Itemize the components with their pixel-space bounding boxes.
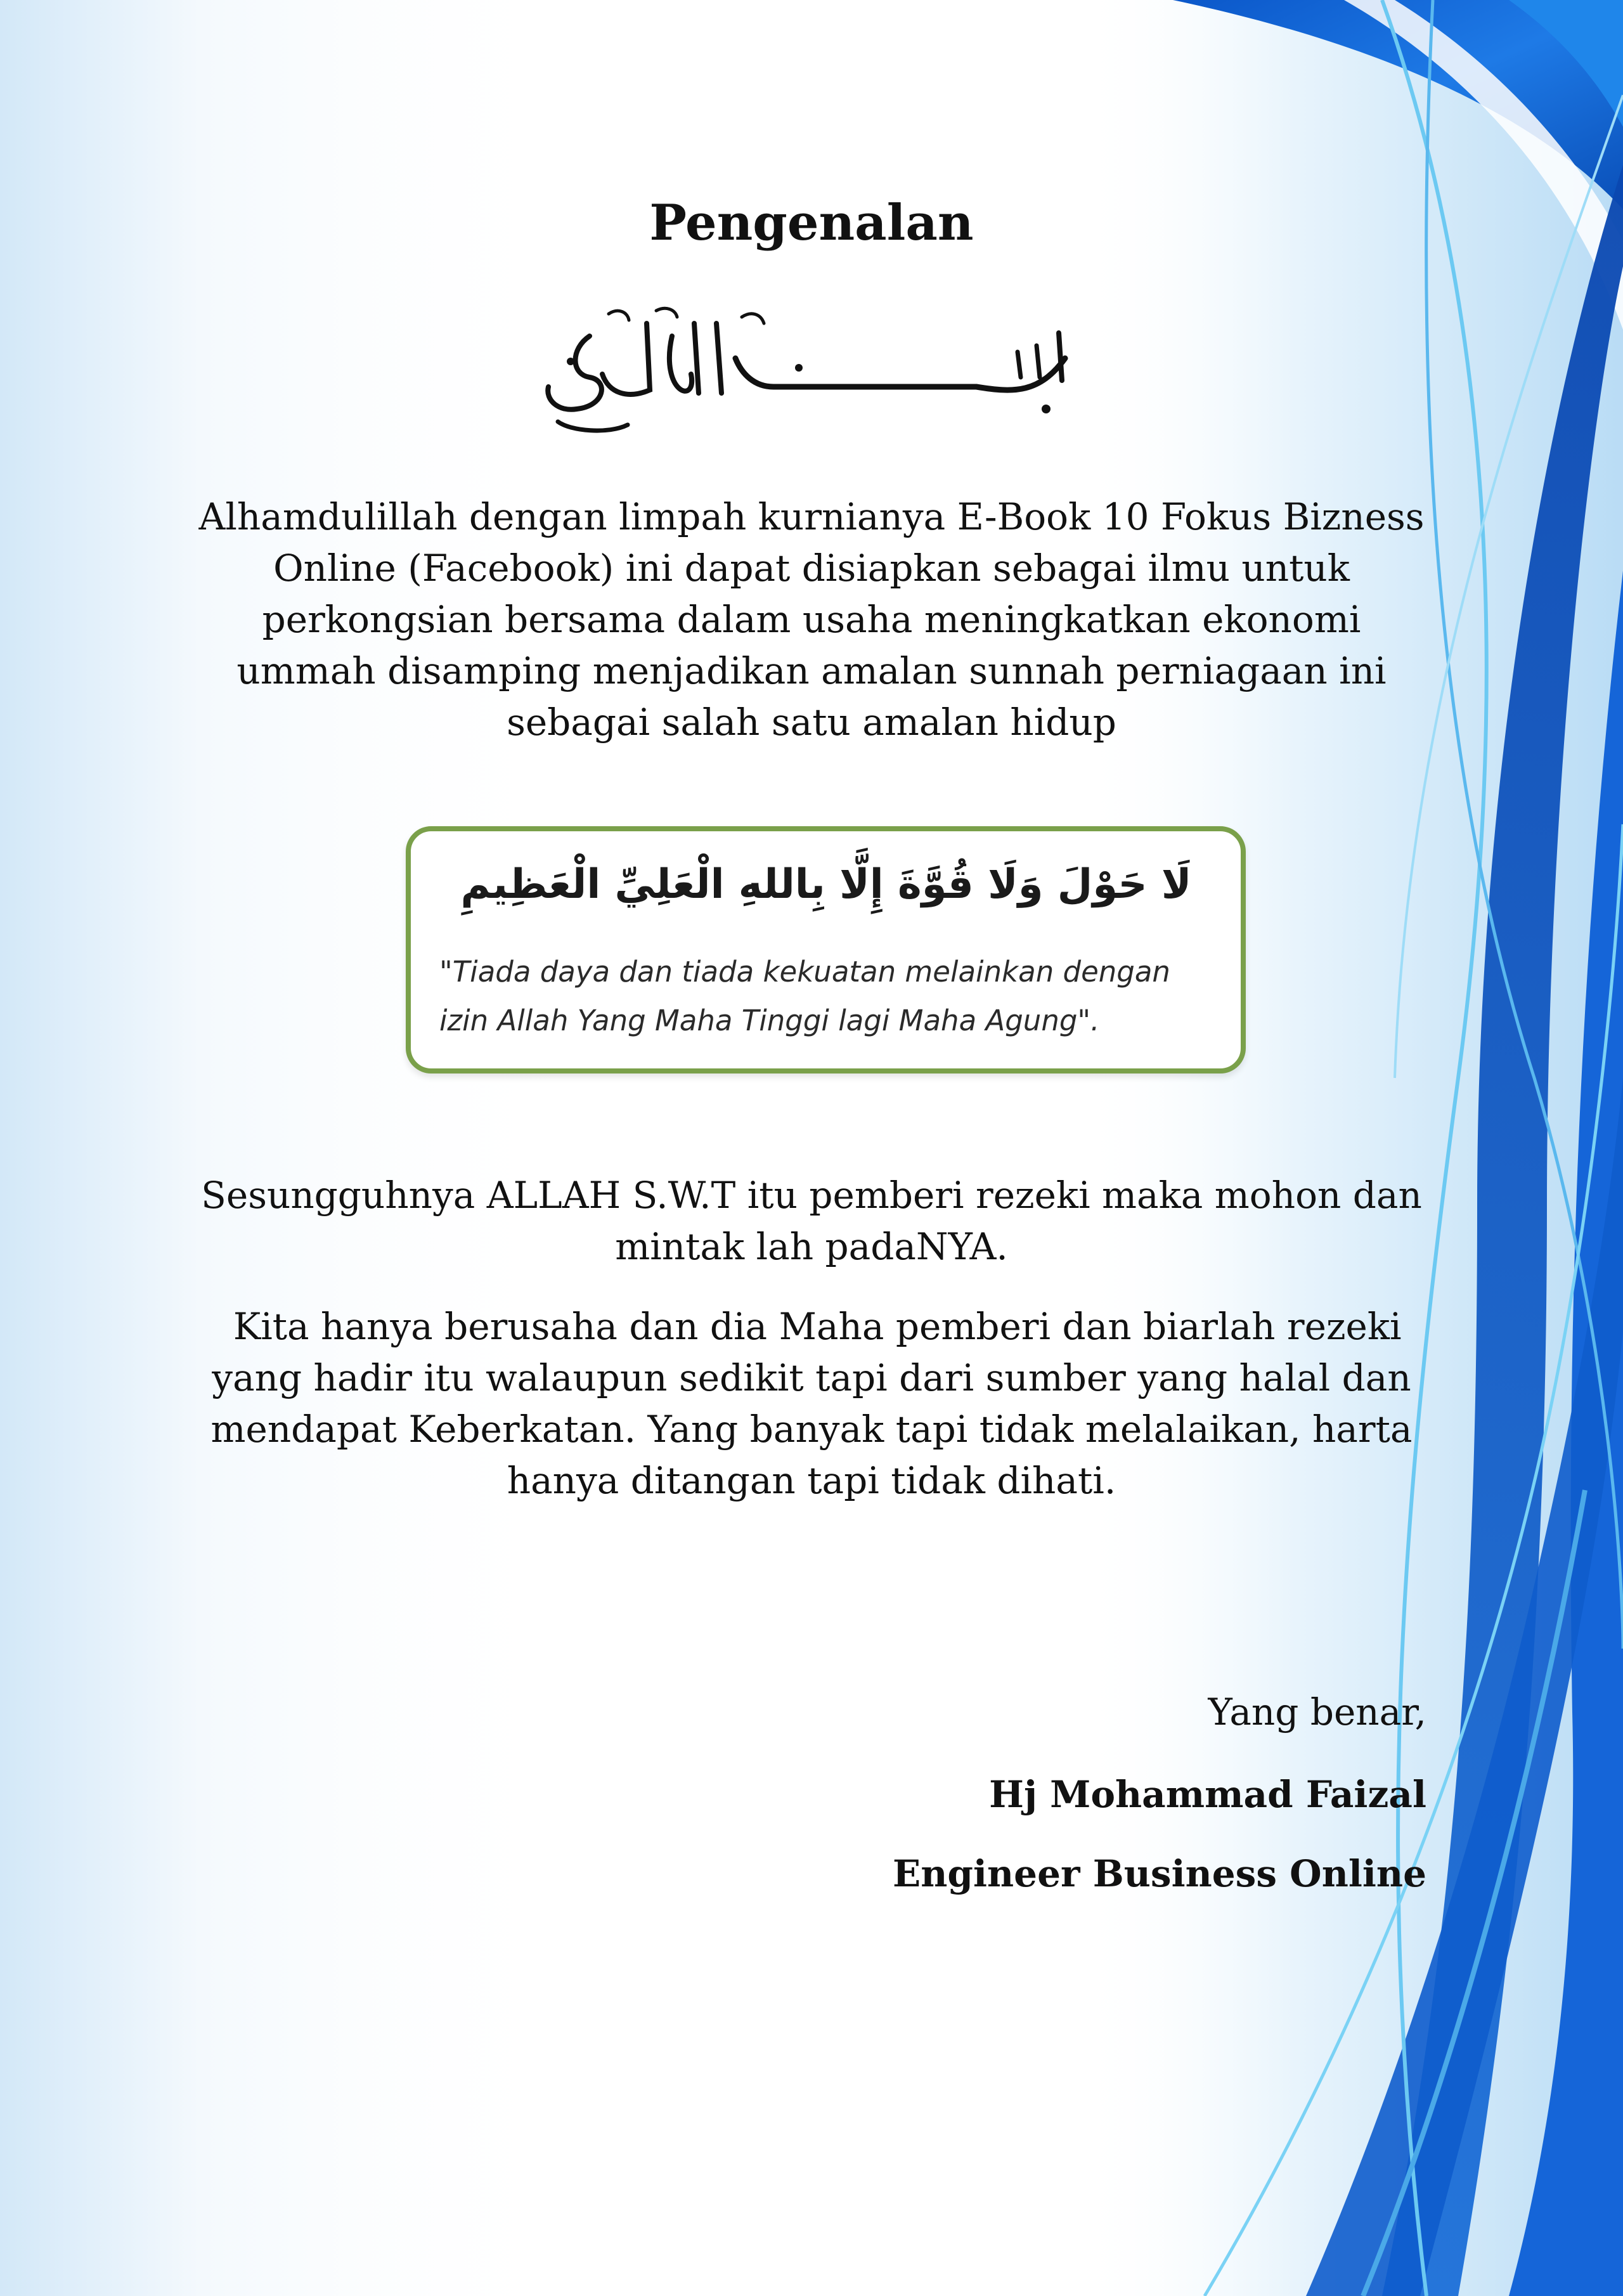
intro-line: ummah disamping menjadikan amalan sunnah perniagaan ini: [236, 649, 1387, 692]
author-name: Hj Mohammad Faizal: [989, 1773, 1426, 1816]
paragraph-line: hanya ditangan tapi tidak dihati.: [507, 1459, 1116, 1502]
intro-line: Alhamdulillah dengan limpah kurnianya E-Book 10 Fokus Bizness: [198, 495, 1425, 538]
rezeki-paragraph: [190, 1170, 1433, 1273]
doa-translation-line: izin Allah Yang Maha Tinggi lagi Maha Agung".: [439, 1004, 1100, 1037]
paragraph-line: yang hadir itu walaupun sedikit tapi dari sumber yang halal dan: [212, 1356, 1411, 1399]
intro-line: sebagai salah satu amalan hidup: [507, 701, 1116, 744]
author-title: Engineer Business Online: [893, 1852, 1426, 1895]
paragraph-line: Kita hanya berusaha dan dia Maha pemberi dan biarlah rezeki: [221, 1305, 1402, 1348]
doa-arabic-text: لَا حَوْلَ وَلَا قُوَّةَ إِلَّا بِاللهِ الْعَلِيِّ الْعَظِيمِ: [460, 861, 1192, 908]
intro-line: Online (Facebook) ini dapat disiapkan sebagai ilmu untuk: [273, 547, 1350, 590]
basmala-calligraphy: [533, 298, 1071, 438]
intro-paragraph: [190, 491, 1433, 748]
doa-translation: [439, 947, 1225, 1045]
intro-line: perkongsian bersama dalam usaha meningkatkan ekonomi: [262, 598, 1361, 641]
paragraph-line: mintak lah padaNYA.: [615, 1225, 1008, 1268]
paragraph-line: Sesungguhnya ALLAH S.W.T itu pemberi rezeki maka mohon dan: [201, 1174, 1422, 1217]
signoff-text: Yang benar,: [1208, 1690, 1426, 1734]
doa-quote-box: [406, 826, 1246, 1073]
doa-translation-line: "Tiada daya dan tiada kekuatan melainkan dengan: [439, 955, 1170, 989]
paragraph-line: mendapat Keberkatan. Yang banyak tapi tidak melalaikan, harta: [210, 1408, 1413, 1451]
berusaha-paragraph: [190, 1301, 1433, 1507]
page-title: Pengenalan: [649, 194, 974, 252]
